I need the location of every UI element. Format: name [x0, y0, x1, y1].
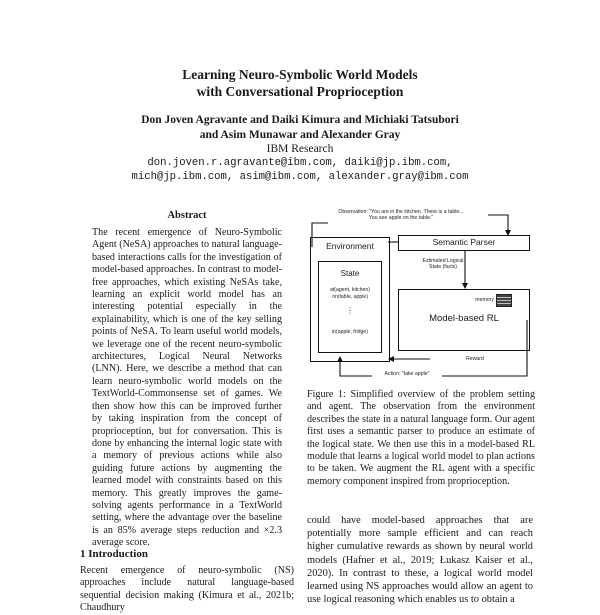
emails-line2: mich@jp.ibm.com, asim@ibm.com, alexander.gray@ibm.com [131, 171, 469, 183]
introduction-text: Recent emergence of neuro-symbolic (NS) approaches include natural language-based sequential decision making (Kimura et al., 2021b; Chaudhury [80, 565, 294, 614]
state-label: State [340, 269, 360, 278]
state-fact-2: on(table, apple) [331, 294, 369, 300]
paper-title-line1: Learning Neuro-Symbolic World Models [182, 67, 418, 82]
affiliation: IBM Research [266, 143, 334, 155]
estimated-state-label: Estimated Logical State (facts) [422, 258, 464, 270]
reward-label: Reward [466, 356, 484, 362]
authors-line1: Don Joven Agravante and Daiki Kimura and Michiaki Tatsubori [141, 114, 459, 126]
observation-label: Observation: "You are in the kitchen. There is a table... You see apple on the table." [338, 209, 464, 221]
figure-caption: Figure 1: Simplified overview of the problem setting and agent. The observation from the environment describes the state in a natural language form. Our agent first uses a semantic parser to produce an estimate of the logical state. We then use this in a model-based RL module that learns a logical world model to plan actions to be taken. We augment the RL agent with a specific memory component inspired from proprioception. [307, 389, 535, 487]
right-column-text: could have model-based approaches that are potentially more sample efficient and can reach higher cumulative rewards as shown by neural world models (Hafner et al., 2019; Łukasz Kaiser et al., 2020). In contrast to these, a logical world model learned using NS approaches would allow an agent to use logical reasoning which enables us to obtain a [307, 515, 533, 606]
state-fact-1: at(agent, kitchen) [329, 287, 371, 293]
memory-label: memory [475, 297, 494, 303]
emails-line1: don.joven.r.agravante@ibm.com, daiki@jp.ibm.com, [147, 157, 453, 169]
environment-label: Environment [326, 241, 374, 251]
abstract-heading: Abstract [167, 210, 207, 221]
semantic-parser-label: Semantic Parser [432, 237, 496, 247]
abstract-text: The recent emergence of Neuro-Symbolic Agent (NeSA) approaches to natural language-based interactions calls for the investigation of model-based approaches. In contrast to model-free approaches, which existing NeSAs take, learning an explicit world model has an interesting potential especially in the explainability, which is one of the key selling points of NeSA. To learn useful world models, we leverage one of the recent neuro-symbolic architectures, Logical Neural Networks (LNN). Here, we describe a method that can learn neuro-symbolic world models on the TextWorld-Commonsense set of games. We then show how this can be improved further by taking inspiration from the concept of proprioception, but for conversation. This is done by enhancing the internal logic state with a memory of previous actions while also guiding future actions by augmenting the learned model with constraints based on this memory. This greatly improves the game-solving agents performance in a TextWorld setting, where the advantage over the baseline is an 85% average steps reduction and ×2.3 average score. [92, 227, 282, 549]
memory-icon [496, 294, 512, 307]
action-label: Action: "take apple" [372, 371, 442, 377]
state-ellipsis: ⋮ [346, 306, 354, 315]
paper-title-line2: with Conversational Proprioception [196, 84, 404, 99]
introduction-heading: 1 Introduction [80, 548, 148, 560]
authors-line2: and Asim Munawar and Alexander Gray [199, 129, 401, 141]
model-based-rl-label: Model-based RL [429, 313, 499, 324]
state-fact-3: in(apple, fridge) [331, 329, 369, 335]
